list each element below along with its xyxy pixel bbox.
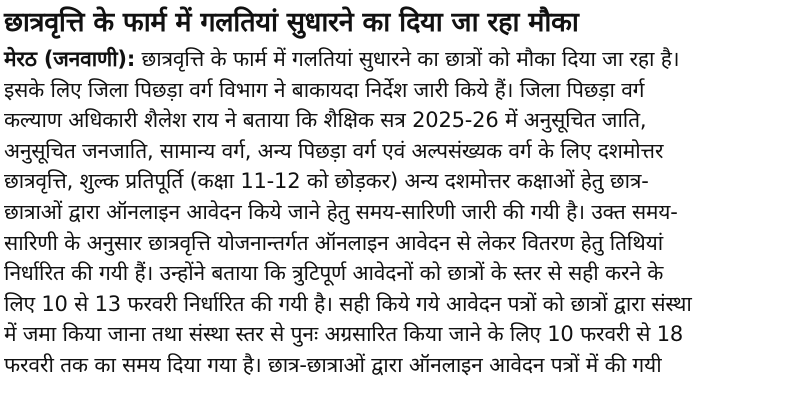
article-line: इसके लिए जिला पिछड़ा वर्ग विभाग ने बाकायदा निर्देश जारी किये हैं। जिला पिछड़ा वर्ग — [4, 77, 645, 102]
article-line: छात्रवृत्ति, शुल्क प्रतिपूर्ति (कक्षा 11-12 को छोड़कर) अन्य दशमोत्तर कक्षाओं हेतु छात्र- — [4, 169, 649, 194]
article-line: कल्याण अधिकारी शैलेश राय ने बताया कि शैक्षिक सत्र 2025-26 में अनुसूचित जाति, — [4, 108, 647, 133]
article-line: निर्धारित की गयी हैं। उन्होंने बताया कि त्रुटिपूर्ण आवेदनों को छात्रों के स्तर से सही करने के — [4, 261, 664, 286]
article-line: छात्राओं द्वारा ऑनलाइन आवेदन किये जाने हेतु समय-सारिणी जारी की गयी है। उक्त समय- — [4, 199, 678, 224]
article-line-text: छात्रवृत्ति के फार्म में गलतियां सुधारने का छात्रों को मौका दिया जा रहा है। — [135, 47, 680, 71]
article-line — [4, 44, 798, 75]
article-body — [4, 44, 798, 381]
article-dateline: मेरठ (जनवाणी): — [4, 47, 136, 71]
article-line: फरवरी तक का समय दिया गया है। छात्र-छात्राओं द्वारा ऑनलाइन आवेदन पत्रों में की गयी — [4, 352, 662, 377]
article-line: अनुसूचित जनजाति, सामान्य वर्ग, अन्य पिछड़ा वर्ग एवं अल्पसंख्यक वर्ग के लिए दशमोत्तर — [4, 138, 664, 163]
article-line: लिए 10 से 13 फरवरी निर्धारित की गयी है। सही किये गये आवेदन पत्रों को छात्रों द्वारा संस्था — [4, 291, 692, 316]
article-headline: छात्रवृत्ति के फार्म में गलतियां सुधारने का दिया जा रहा मौका — [4, 7, 579, 38]
article-line: में जमा किया जाना तथा संस्था स्तर से पुनः अग्रसारित किया जाने के लिए 10 फरवरी से 18 — [4, 322, 684, 347]
article-line: सारिणी के अनुसार छात्रवृत्ति योजनान्तर्गत ऑनलाइन आवेदन से लेकर वितरण हेतु तिथियां — [4, 230, 664, 255]
